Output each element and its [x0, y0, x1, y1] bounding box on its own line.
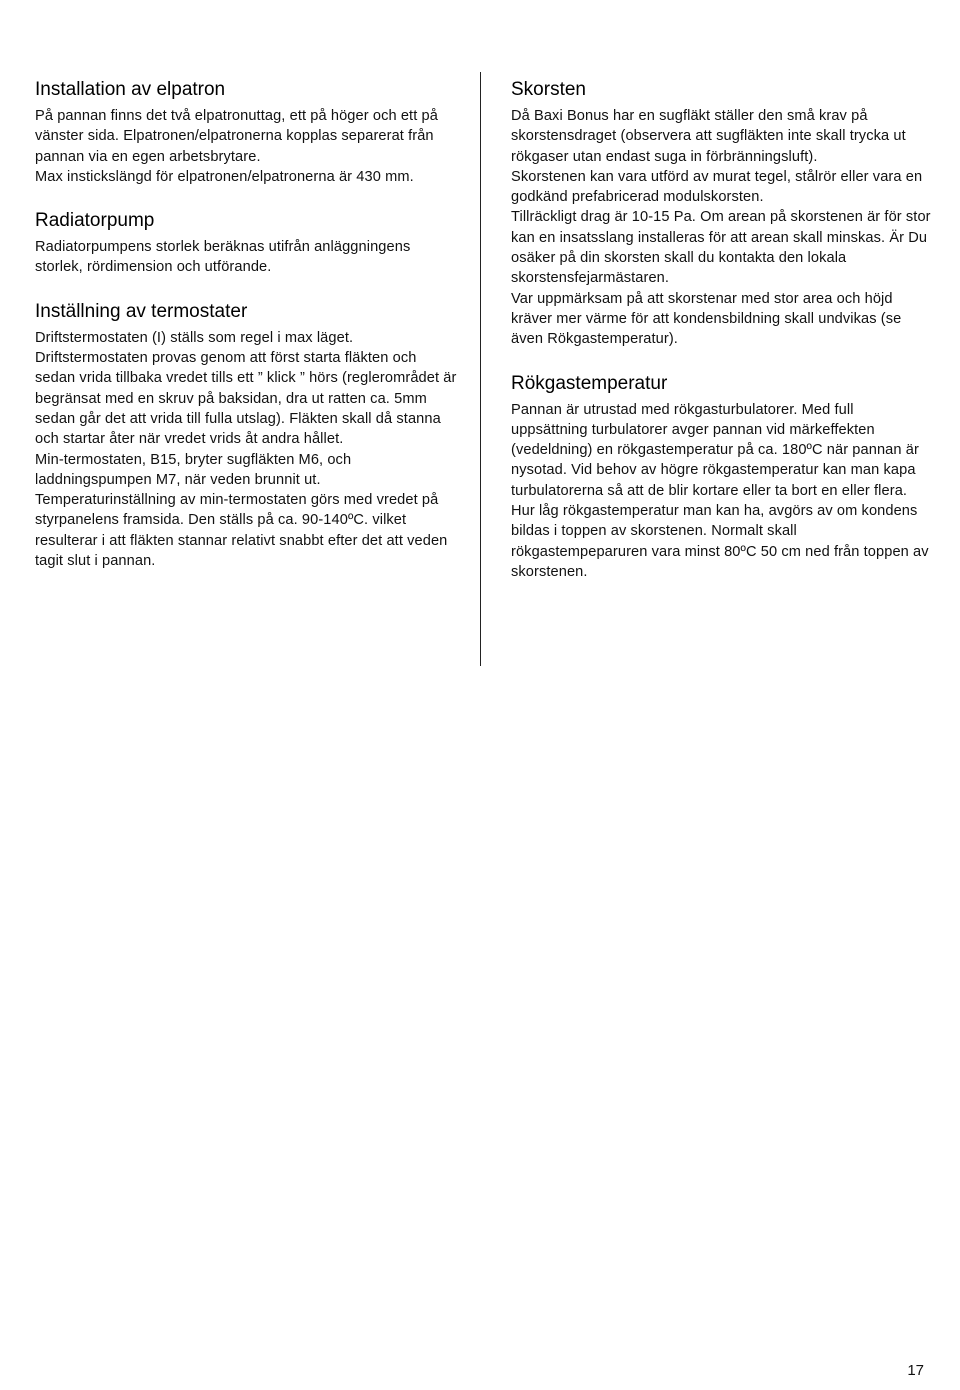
section-heading: Inställning av termostater: [35, 300, 248, 322]
paragraph: Radiatorpumpens storlek beräknas utifrån anläggningens storlek, rördimension och utförande.: [35, 239, 411, 276]
section-heading: Installation av elpatron: [35, 79, 226, 100]
paragraph: Pannan är utrustad med rökgasturbulatorer. Med full uppsättning turbulatorer avger pannan vid märkeffekten (vedeldning) en rökgastemperatur på ca. 180ºC när pannan är nysotad. Vid behov av högre rökgastemperatur kan man kapa turbulatorerna så att de blir kortare eller ta bort en eller flera.: [511, 401, 919, 499]
paragraph: Temperaturinställning av min-termostaten görs med vredet på styrpanelens framsida. Den ställs på ca. 90-140ºC. vilket resulterar i att fläkten stannar relativt snabbt efter det att veden tagit slut i pannan.: [35, 492, 448, 570]
paragraph: Max instickslängd för elpatronen/elpatronerna är 430 mm.: [35, 168, 414, 185]
paragraph: Då Baxi Bonus har en sugfläkt ställer den små krav på skorstensdraget (observera att sugfläkten inte skall trycka ut rökgaser utan endast suga in förbränningsluft).: [511, 108, 906, 165]
section-heading: Radiatorpump: [35, 210, 155, 232]
section-radiatorpump: [35, 209, 460, 278]
paragraph: Hur låg rökgastemperatur man kan ha, avgörs av om kondens bildas i toppen av skorstenen. Normalt skall rökgastempераruren vara minst 80ºC 50 cm ned från toppen av skorstenen.: [511, 503, 929, 580]
page-number: 17: [907, 1362, 924, 1379]
section-installation-elpatron: [35, 78, 460, 187]
section-installning-termostater: [35, 300, 460, 572]
paragraph: Driftstermostaten provas genom att först starta fläkten och sedan vrida tillbaka vredet tills ett ” klick ” hörs (reglerområdet är begränsat med en skruv på baksidan, dra ut ratten ca. 5mm sedan går det att vrida till fulla utslag). Fläkten skall då stanna och startar åter när vredet vrids åt andra hållet.: [35, 350, 457, 448]
paragraph: Var uppmärksam på att skorstenar med stor area och höjd kräver mer värme för att kondensbildning skall undvikas (se även Rökgastemperatur).: [511, 290, 902, 348]
section-rokgastemperatur: [511, 372, 931, 583]
right-column: [511, 78, 931, 604]
paragraph: Driftstermostaten (I) ställs som regel i max läget.: [35, 329, 354, 346]
section-skorsten: [511, 78, 931, 350]
paragraph: På pannan finns det två elpatronuttag, ett på höger och ett på vänster sida. Elpatronen/elpatronerna kopplas separerat från pannan via en egen arbetsbrytare.: [35, 108, 438, 165]
paragraph: Tillräckligt drag är 10-15 Pa. Om arean på skorstenen är för stor kan en insatsslang installeras för att arean skall minskas. Är Du osäker på din skorsten skall du kontakta den lokala skorstensfejarmästaren.: [511, 209, 931, 287]
section-heading: Skorsten: [511, 79, 586, 100]
left-column: [35, 78, 460, 593]
paragraph: Skorstenen kan vara utförd av murat tegel, stålrör eller vara en godkänd prefabricerad modulskorsten.: [511, 168, 923, 206]
section-heading: Rökgastemperatur: [511, 372, 668, 394]
paragraph: Min-termostaten, B15, bryter sugfläkten M6, och laddningspumpen M7, när veden brunnit ut.: [35, 451, 352, 488]
column-divider: [480, 72, 481, 666]
